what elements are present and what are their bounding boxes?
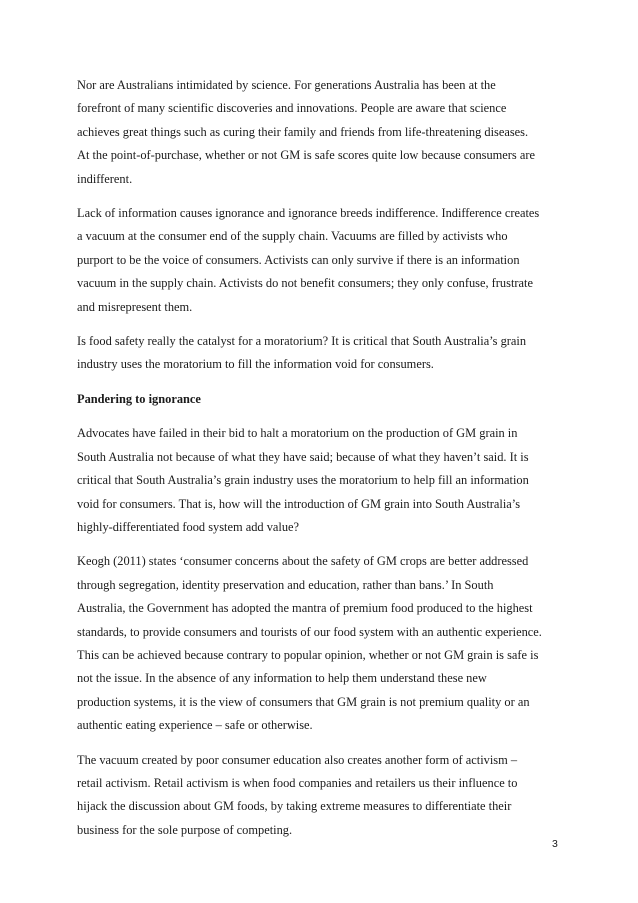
paragraph-keogh: [77, 550, 572, 737]
page-body: [77, 74, 572, 853]
text-line: indifferent.: [77, 171, 133, 186]
text-line: industry uses the moratorium to fill the information void for consumers.: [77, 357, 434, 372]
text-line: a vacuum at the consumer end of the supply chain. Vacuums are filled by activists who: [77, 229, 508, 244]
text-line: Nor are Australians intimidated by science. For generations Australia has been at the: [77, 78, 496, 92]
text-line: retail activism. Retail activism is when food companies and retailers us their influence to: [77, 775, 518, 790]
paragraph-food-safety: [77, 330, 572, 377]
text-line: Advocates have failed in their bid to halt a moratorium on the production of GM grain in: [77, 426, 518, 441]
text-line: Lack of information causes ignorance and ignorance breeds indifference. Indifference creates: [77, 206, 540, 221]
text-line: forefront of many scientific discoveries and innovations. People are aware that science: [77, 101, 507, 116]
paragraph-lack-of-information: [77, 202, 572, 319]
text-line: achieves great things such as curing their family and friends from life-threatening diseases.: [77, 124, 529, 139]
text-line: Keogh (2011) states ‘consumer concerns about the safety of GM crops are better addressed: [77, 554, 529, 569]
page-number: 3: [552, 838, 558, 850]
text-line: critical that South Australia’s grain industry uses the moratorium to help fill an information: [77, 473, 529, 488]
paragraph-advocates: [77, 422, 572, 539]
text-line: South Australia not because of what they have said; because of what they haven’t said. It is: [77, 449, 529, 464]
text-line: This can be achieved because contrary to popular opinion, whether or not GM grain is safe is: [77, 647, 539, 662]
text-line: void for consumers. That is, how will the introduction of GM grain into South Australia’s: [77, 496, 521, 511]
text-line: The vacuum created by poor consumer education also creates another form of activism –: [77, 752, 518, 767]
text-line: purport to be the voice of consumers. Activists can only survive if there is an information: [77, 252, 520, 267]
text-line: through segregation, identity preservation and education, rather than bans.’ In South: [77, 577, 494, 592]
text-line: standards, to provide consumers and tourists of our food system with an authentic experience.: [77, 624, 542, 639]
paragraph-science: [77, 74, 572, 191]
text-line: hijack the discussion about GM foods, by taking extreme measures to differentiate their: [77, 799, 512, 814]
text-line: At the point-of-purchase, whether or not GM is safe scores quite low because consumers are: [77, 148, 535, 163]
section-heading: Pandering to ignorance: [77, 391, 201, 406]
text-line: not the issue. In the absence of any information to help them understand these new: [77, 671, 487, 686]
text-line: highly-differentiated food system add value?: [77, 519, 300, 534]
text-line: production systems, it is the view of consumers that GM grain is not premium quality or an: [77, 694, 530, 709]
text-line: business for the sole purpose of competing.: [77, 822, 293, 837]
text-line: authentic eating experience – safe or otherwise.: [77, 718, 313, 733]
text-line: vacuum in the supply chain. Activists do not benefit consumers; they only confuse, frustrate: [77, 276, 533, 291]
text-line: Is food safety really the catalyst for a moratorium? It is critical that South Australia’s grain: [77, 334, 527, 349]
text-line: Australia, the Government has adopted the mantra of premium food produced to the highest: [77, 601, 533, 616]
paragraph-retail-activism: [77, 749, 572, 843]
text-line: and misrepresent them.: [77, 299, 193, 314]
